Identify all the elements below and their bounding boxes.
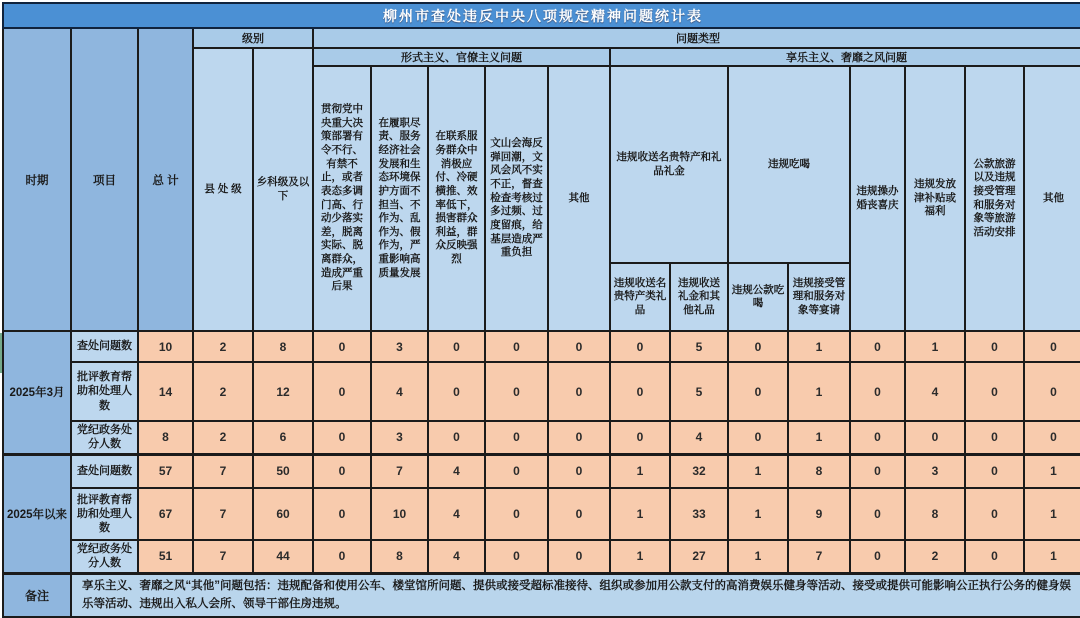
value-cell: 8 [371, 540, 428, 573]
row-label: 批评教育帮助和处理人数 [71, 362, 138, 421]
value-cell: 1 [788, 362, 850, 421]
value-cell: 7 [193, 454, 253, 488]
table-title: 柳州市查处违反中央八项规定精神问题统计表 [3, 3, 1080, 28]
value-cell: 0 [965, 488, 1024, 540]
value-cell: 0 [548, 331, 610, 362]
value-cell: 0 [965, 362, 1024, 421]
value-cell: 0 [850, 362, 905, 421]
value-cell: 0 [548, 540, 610, 573]
header-wedding-funeral: 违规操办婚丧喜庆 [850, 66, 905, 331]
value-cell: 57 [138, 454, 193, 488]
value-cell: 0 [850, 488, 905, 540]
value-cell: 1 [788, 331, 850, 362]
value-cell: 0 [610, 421, 670, 454]
value-cell: 7 [193, 488, 253, 540]
value-cell: 32 [670, 454, 728, 488]
value-cell: 9 [788, 488, 850, 540]
value-cell: 0 [610, 362, 670, 421]
statistics-table-container [2, 2, 1078, 618]
value-cell: 0 [1024, 362, 1080, 421]
value-cell: 0 [428, 362, 485, 421]
value-cell: 5 [670, 362, 728, 421]
value-cell: 0 [428, 421, 485, 454]
value-cell: 3 [371, 421, 428, 454]
header-public-funds-dining: 违规公款吃喝 [728, 263, 788, 331]
value-cell: 67 [138, 488, 193, 540]
value-cell: 51 [138, 540, 193, 573]
value-cell: 0 [428, 331, 485, 362]
value-cell: 0 [965, 331, 1024, 362]
header-county-level: 县 处 级 [193, 48, 253, 331]
value-cell: 4 [670, 421, 728, 454]
value-cell: 4 [905, 362, 965, 421]
value-cell: 0 [548, 421, 610, 454]
header-level-group: 级别 [193, 28, 313, 48]
value-cell: 1 [1024, 488, 1080, 540]
value-cell: 0 [313, 362, 371, 421]
value-cell: 0 [850, 454, 905, 488]
header-total: 总 计 [138, 28, 193, 331]
value-cell: 10 [371, 488, 428, 540]
value-cell: 0 [313, 331, 371, 362]
header-formalism-col-4: 文山会海反弹回潮，文风会风不实不正，督查检查考核过多过频、过度留痕，给基层造成严重负担 [485, 66, 548, 331]
value-cell: 8 [138, 421, 193, 454]
header-formalism-col-1: 贯彻党中央重大决策部署有令不行、有禁不止，或者表态多调门高、行动少落实差，脱离实际、脱离群众，造成严重后果 [313, 66, 371, 331]
value-cell: 0 [610, 331, 670, 362]
value-cell: 7 [193, 540, 253, 573]
value-cell: 3 [905, 454, 965, 488]
value-cell: 1 [788, 421, 850, 454]
statistics-table [2, 2, 1080, 618]
value-cell: 8 [905, 488, 965, 540]
value-cell: 5 [670, 331, 728, 362]
value-cell: 0 [313, 454, 371, 488]
row-label: 查处问题数 [71, 331, 138, 362]
header-allowance-welfare: 违规发放津补贴或福利 [905, 66, 965, 331]
remark-label: 备注 [3, 573, 71, 617]
value-cell: 0 [1024, 421, 1080, 454]
header-problem-type-group: 问题类型 [313, 28, 1080, 48]
value-cell: 0 [905, 421, 965, 454]
header-formalism-col-3: 在联系服务群众中消极应付、冷硬横推、效率低下，损害群众利益，群众反映强烈 [428, 66, 485, 331]
header-hedonism-group: 享乐主义、奢靡之风问题 [610, 48, 1080, 66]
value-cell: 7 [788, 540, 850, 573]
header-banquet-acceptance: 违规接受管理和服务对象等宴请 [788, 263, 850, 331]
header-gift-specialty: 违规收送名贵特产类礼品 [610, 263, 670, 331]
value-cell: 0 [548, 362, 610, 421]
value-cell: 0 [850, 540, 905, 573]
value-cell: 4 [371, 362, 428, 421]
value-cell: 1 [1024, 454, 1080, 488]
value-cell: 6 [253, 421, 313, 454]
value-cell: 0 [728, 362, 788, 421]
value-cell: 8 [788, 454, 850, 488]
value-cell: 27 [670, 540, 728, 573]
value-cell: 7 [371, 454, 428, 488]
value-cell: 4 [428, 454, 485, 488]
value-cell: 0 [850, 421, 905, 454]
value-cell: 4 [428, 488, 485, 540]
row-label: 党纪政务处分人数 [71, 540, 138, 573]
value-cell: 44 [253, 540, 313, 573]
value-cell: 0 [965, 540, 1024, 573]
header-period: 时期 [3, 28, 71, 331]
header-formalism-col-2: 在履职尽责、服务经济社会发展和生态环境保护方面不担当、不作为、乱作为、假作为，严重影响高质量发展 [371, 66, 428, 331]
value-cell: 0 [485, 454, 548, 488]
value-cell: 0 [313, 421, 371, 454]
value-cell: 1 [905, 331, 965, 362]
value-cell: 0 [728, 331, 788, 362]
value-cell: 0 [485, 362, 548, 421]
value-cell: 50 [253, 454, 313, 488]
value-cell: 1 [610, 488, 670, 540]
value-cell: 0 [850, 331, 905, 362]
value-cell: 2 [193, 331, 253, 362]
value-cell: 12 [253, 362, 313, 421]
period-cell: 2025年以来 [3, 454, 71, 573]
header-township-level: 乡科级及以下 [253, 48, 313, 331]
header-item: 项目 [71, 28, 138, 331]
value-cell: 60 [253, 488, 313, 540]
value-cell: 10 [138, 331, 193, 362]
value-cell: 0 [485, 331, 548, 362]
value-cell: 1 [1024, 540, 1080, 573]
period-cell: 2025年3月 [3, 331, 71, 454]
header-formalism-group: 形式主义、官僚主义问题 [313, 48, 610, 66]
value-cell: 14 [138, 362, 193, 421]
value-cell: 2 [193, 362, 253, 421]
value-cell: 0 [485, 421, 548, 454]
value-cell: 3 [371, 331, 428, 362]
value-cell: 1 [728, 488, 788, 540]
value-cell: 2 [193, 421, 253, 454]
value-cell: 0 [548, 488, 610, 540]
value-cell: 1 [728, 454, 788, 488]
value-cell: 33 [670, 488, 728, 540]
header-gift-group: 违规收送名贵特产和礼品礼金 [610, 66, 728, 263]
header-dining-group: 违规吃喝 [728, 66, 850, 263]
value-cell: 0 [313, 540, 371, 573]
header-public-funded-travel: 公款旅游以及违规接受管理和服务对象等旅游活动安排 [965, 66, 1024, 331]
value-cell: 2 [905, 540, 965, 573]
row-label: 批评教育帮助和处理人数 [71, 488, 138, 540]
value-cell: 0 [728, 421, 788, 454]
value-cell: 0 [313, 488, 371, 540]
value-cell: 0 [965, 454, 1024, 488]
remark-text: 享乐主义、奢靡之风“其他”问题包括：违规配备和使用公车、楼堂馆所问题、提供或接受超标准接待、组织或参加用公款支付的高消费娱乐健身等活动、接受或提供可能影响公正执行公务的健身娱乐等活动、违规出入私人会所、领导干部住房违规。 [71, 573, 1080, 617]
value-cell: 4 [428, 540, 485, 573]
row-label: 查处问题数 [71, 454, 138, 488]
value-cell: 1 [728, 540, 788, 573]
header-formalism-other: 其他 [548, 66, 610, 331]
value-cell: 0 [485, 488, 548, 540]
value-cell: 0 [1024, 331, 1080, 362]
value-cell: 0 [485, 540, 548, 573]
value-cell: 0 [548, 454, 610, 488]
header-hedonism-other: 其他 [1024, 66, 1080, 331]
row-label: 党纪政务处分人数 [71, 421, 138, 454]
value-cell: 1 [610, 454, 670, 488]
data-body [3, 331, 1080, 573]
value-cell: 1 [610, 540, 670, 573]
value-cell: 0 [965, 421, 1024, 454]
header-gift-money: 违规收送礼金和其他礼品 [670, 263, 728, 331]
value-cell: 8 [253, 331, 313, 362]
